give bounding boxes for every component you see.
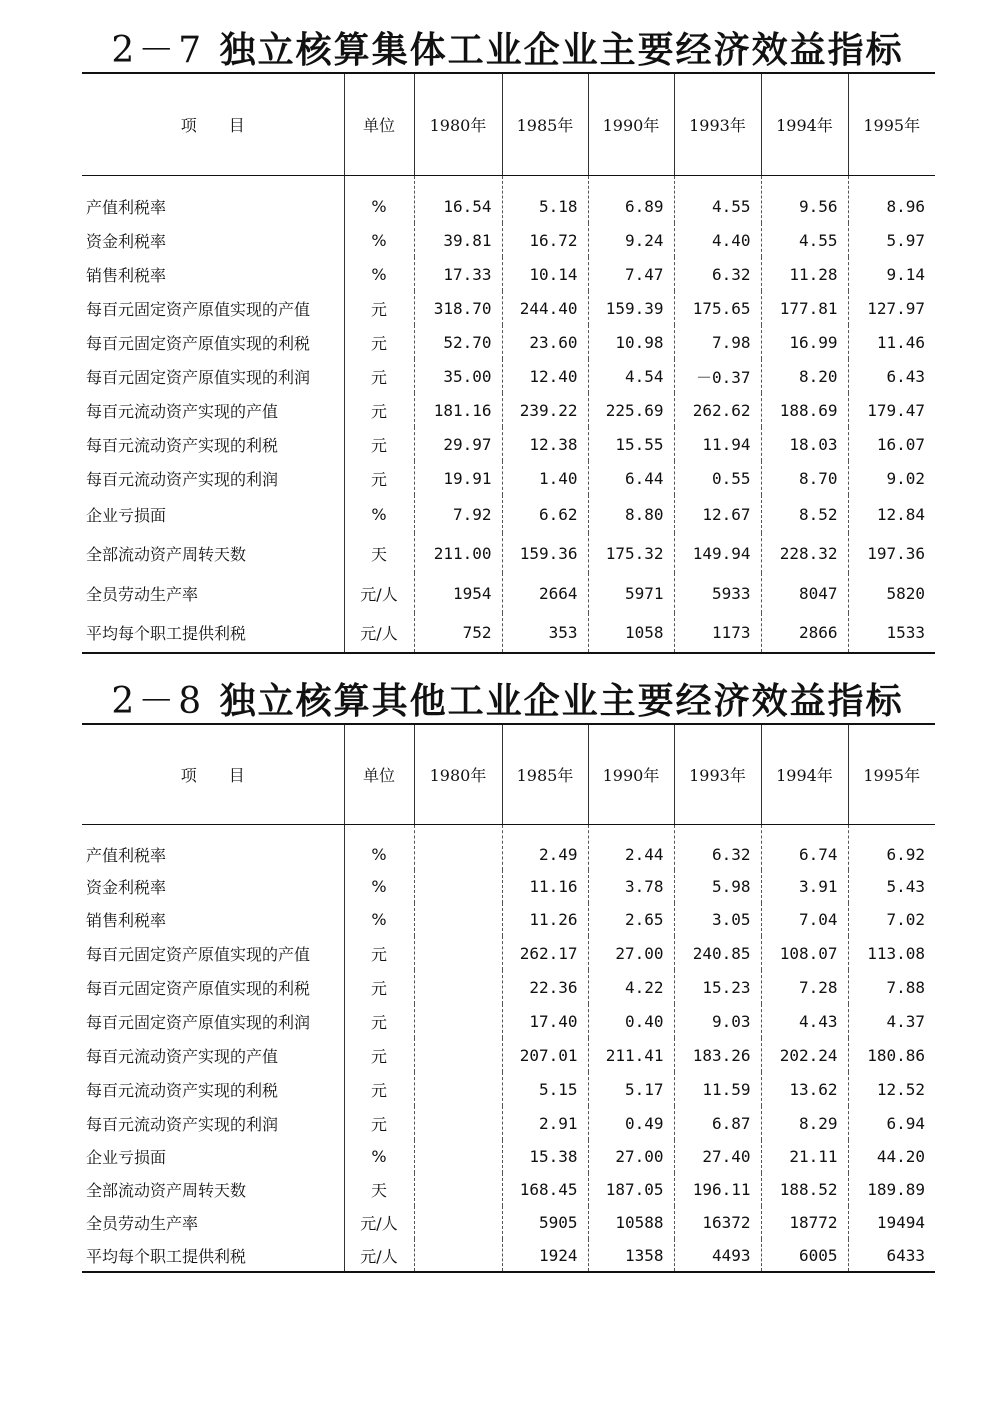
- header-item: 项 目: [82, 73, 344, 175]
- value-cell: 15.55: [588, 427, 674, 461]
- header-row: [82, 73, 935, 175]
- value-cell: 10588: [588, 1206, 674, 1239]
- value-cell: 0.55: [674, 461, 761, 495]
- value-cell: 8.80: [588, 495, 674, 533]
- value-cell: 197.36: [848, 533, 935, 573]
- row-item-label: 销售利税率: [86, 911, 167, 930]
- header-year: 1995年: [848, 724, 935, 824]
- value-cell: 189.89: [848, 1173, 935, 1206]
- value-cell: 1924: [502, 1239, 588, 1272]
- table-row: [82, 359, 935, 393]
- table-row: [82, 495, 935, 533]
- value-cell: 16372: [674, 1206, 761, 1239]
- header-row: [82, 724, 935, 824]
- value-cell: 23.60: [502, 325, 588, 359]
- value-cell: 11.26: [502, 903, 588, 936]
- value-cell: 353: [502, 613, 588, 653]
- value-cell: 10.98: [588, 325, 674, 359]
- table-row: [82, 573, 935, 613]
- value-cell: 3.91: [761, 870, 848, 903]
- value-cell: 12.52: [848, 1072, 935, 1106]
- row-unit: %: [344, 495, 414, 533]
- value-cell: [414, 1106, 502, 1140]
- row-unit: 元: [344, 1072, 414, 1106]
- value-cell: 2.49: [502, 824, 588, 870]
- value-cell: 4.54: [588, 359, 674, 393]
- value-cell: 168.45: [502, 1173, 588, 1206]
- value-cell: 0.49: [588, 1106, 674, 1140]
- value-cell: 35.00: [414, 359, 502, 393]
- value-cell: 19.91: [414, 461, 502, 495]
- value-cell: 262.62: [674, 393, 761, 427]
- row-unit: %: [344, 257, 414, 291]
- value-cell: 8.96: [848, 175, 935, 223]
- value-cell: 5971: [588, 573, 674, 613]
- value-cell: 6.89: [588, 175, 674, 223]
- row-unit: 元: [344, 359, 414, 393]
- row-unit: 元: [344, 1106, 414, 1140]
- row-item-label: 每百元固定资产原值实现的利润: [86, 1012, 311, 1032]
- value-cell: 183.26: [674, 1038, 761, 1072]
- value-cell: 177.81: [761, 291, 848, 325]
- value-cell: 6.32: [674, 257, 761, 291]
- header-year: 1990年: [588, 73, 674, 175]
- row-unit: %: [344, 223, 414, 257]
- table-row: [82, 1038, 935, 1072]
- header-item: 项 目: [82, 724, 344, 824]
- value-cell: 1058: [588, 613, 674, 653]
- value-cell: 187.05: [588, 1173, 674, 1206]
- row-unit: 元/人: [344, 1206, 414, 1239]
- value-cell: 175.32: [588, 533, 674, 573]
- table-row: [82, 1206, 935, 1239]
- table-row: [82, 393, 935, 427]
- value-cell: 211.41: [588, 1038, 674, 1072]
- value-cell: 12.67: [674, 495, 761, 533]
- value-cell: 318.70: [414, 291, 502, 325]
- row-unit: 元: [344, 1038, 414, 1072]
- table-row: [82, 903, 935, 936]
- value-cell: 2.65: [588, 903, 674, 936]
- value-cell: 6.87: [674, 1106, 761, 1140]
- value-cell: 1533: [848, 613, 935, 653]
- value-cell: 5.15: [502, 1072, 588, 1106]
- value-cell: 15.38: [502, 1140, 588, 1173]
- header-year: 1980年: [414, 73, 502, 175]
- value-cell: 179.47: [848, 393, 935, 427]
- table-row: [82, 1072, 935, 1106]
- header-year: 1994年: [761, 724, 848, 824]
- table-row: [82, 870, 935, 903]
- row-item-label: 平均每个职工提供利税: [82, 613, 344, 653]
- row-item-label: 资金利税率: [86, 231, 167, 251]
- header-year: 1980年: [414, 724, 502, 824]
- value-cell: 108.07: [761, 936, 848, 970]
- row-item-label: 资金利税率: [86, 878, 167, 897]
- row-unit: 天: [344, 1173, 414, 1206]
- row-unit: %: [344, 870, 414, 903]
- value-cell: 4.40: [674, 223, 761, 257]
- value-cell: 7.47: [588, 257, 674, 291]
- value-cell: [414, 1038, 502, 1072]
- table-row: [82, 936, 935, 970]
- value-cell: [414, 970, 502, 1004]
- header-year: 1993年: [674, 724, 761, 824]
- table2-title-number: 2－8: [111, 681, 206, 722]
- value-cell: 244.40: [502, 291, 588, 325]
- value-cell: [414, 824, 502, 870]
- row-item-label: 每百元流动资产实现的产值: [86, 401, 279, 421]
- value-cell: 9.56: [761, 175, 848, 223]
- value-cell: 6005: [761, 1239, 848, 1272]
- row-item-label: 每百元流动资产实现的利润: [86, 1114, 279, 1134]
- value-cell: 11.28: [761, 257, 848, 291]
- value-cell: 7.92: [414, 495, 502, 533]
- value-cell: 11.46: [848, 325, 935, 359]
- value-cell: 9.03: [674, 1004, 761, 1038]
- row-item-label: 每百元固定资产原值实现的利税: [86, 978, 311, 998]
- value-cell: 3.78: [588, 870, 674, 903]
- header-year: 1993年: [674, 73, 761, 175]
- table-row: [82, 1106, 935, 1140]
- value-cell: 159.36: [502, 533, 588, 573]
- value-cell: 18772: [761, 1206, 848, 1239]
- row-item-label: 每百元固定资产原值实现的利税: [86, 333, 311, 353]
- row-unit: 元: [344, 936, 414, 970]
- row-item-label: 每百元固定资产原值实现的利润: [86, 367, 311, 387]
- row-item-label: 全员劳动生产率: [86, 1214, 199, 1233]
- value-cell: 5.18: [502, 175, 588, 223]
- value-cell: 16.54: [414, 175, 502, 223]
- row-unit: %: [344, 824, 414, 870]
- value-cell: [414, 1206, 502, 1239]
- header-unit: 单位: [344, 73, 414, 175]
- row-unit: 元: [344, 291, 414, 325]
- value-cell: [414, 1173, 502, 1206]
- row-unit: 元/人: [344, 573, 414, 613]
- value-cell: 16.72: [502, 223, 588, 257]
- row-unit: 元: [344, 461, 414, 495]
- value-cell: 11.59: [674, 1072, 761, 1106]
- row-unit: 元: [344, 970, 414, 1004]
- value-cell: 13.62: [761, 1072, 848, 1106]
- value-cell: 6.94: [848, 1106, 935, 1140]
- value-cell: 22.36: [502, 970, 588, 1004]
- table-row: [82, 461, 935, 495]
- table-row: [82, 1173, 935, 1206]
- value-cell: 39.81: [414, 223, 502, 257]
- value-cell: 11.94: [674, 427, 761, 461]
- value-cell: 4.22: [588, 970, 674, 1004]
- table-row: [82, 427, 935, 461]
- value-cell: [414, 1140, 502, 1173]
- value-cell: 6.92: [848, 824, 935, 870]
- table2-title: [80, 673, 935, 724]
- table-row: [82, 1004, 935, 1038]
- value-cell: 17.40: [502, 1004, 588, 1038]
- row-item-label: 平均每个职工提供利税: [82, 1239, 344, 1272]
- value-cell: 1173: [674, 613, 761, 653]
- table-row: [82, 175, 935, 223]
- value-cell: 8.70: [761, 461, 848, 495]
- value-cell: [414, 1239, 502, 1272]
- value-cell: 228.32: [761, 533, 848, 573]
- row-unit: 元: [344, 325, 414, 359]
- value-cell: 4.55: [674, 175, 761, 223]
- value-cell: 52.70: [414, 325, 502, 359]
- table-row: [82, 970, 935, 1004]
- value-cell: 2664: [502, 573, 588, 613]
- table-row: [82, 1140, 935, 1173]
- value-cell: 5905: [502, 1206, 588, 1239]
- row-unit: 元: [344, 393, 414, 427]
- value-cell: 8047: [761, 573, 848, 613]
- header-year: 1994年: [761, 73, 848, 175]
- value-cell: 4.55: [761, 223, 848, 257]
- value-cell: 6433: [848, 1239, 935, 1272]
- row-item-label: 产值利税率: [86, 197, 167, 217]
- row-unit: 元: [344, 1004, 414, 1038]
- value-cell: 10.14: [502, 257, 588, 291]
- value-cell: 7.98: [674, 325, 761, 359]
- value-cell: 6.43: [848, 359, 935, 393]
- value-cell: 8.52: [761, 495, 848, 533]
- row-unit: 元: [344, 427, 414, 461]
- value-cell: 188.52: [761, 1173, 848, 1206]
- value-cell: －0.37: [674, 359, 761, 393]
- value-cell: 1358: [588, 1239, 674, 1272]
- value-cell: 202.24: [761, 1038, 848, 1072]
- row-item-label: 全员劳动生产率: [86, 584, 199, 604]
- table2: [82, 723, 935, 1273]
- value-cell: 29.97: [414, 427, 502, 461]
- value-cell: 5.98: [674, 870, 761, 903]
- table-row: [82, 824, 935, 870]
- table1-title: [80, 22, 935, 73]
- header-year: 1985年: [502, 724, 588, 824]
- value-cell: 180.86: [848, 1038, 935, 1072]
- value-cell: 207.01: [502, 1038, 588, 1072]
- table-row: [82, 533, 935, 573]
- value-cell: 8.29: [761, 1106, 848, 1140]
- header-unit: 单位: [344, 724, 414, 824]
- row-item-label: 企业亏损面: [86, 1148, 167, 1167]
- table-row: [82, 325, 935, 359]
- value-cell: 5.17: [588, 1072, 674, 1106]
- value-cell: 0.40: [588, 1004, 674, 1038]
- header-year: 1990年: [588, 724, 674, 824]
- value-cell: 4.43: [761, 1004, 848, 1038]
- value-cell: 7.88: [848, 970, 935, 1004]
- value-cell: [414, 903, 502, 936]
- value-cell: 9.14: [848, 257, 935, 291]
- value-cell: 5.97: [848, 223, 935, 257]
- row-item-label: 销售利税率: [86, 265, 167, 285]
- row-item-label: 全部流动资产周转天数: [86, 544, 247, 564]
- row-unit: %: [344, 1140, 414, 1173]
- value-cell: 21.11: [761, 1140, 848, 1173]
- header-year: 1985年: [502, 73, 588, 175]
- value-cell: [414, 936, 502, 970]
- value-cell: 225.69: [588, 393, 674, 427]
- value-cell: 1.40: [502, 461, 588, 495]
- table-row: [82, 1239, 935, 1272]
- value-cell: 5820: [848, 573, 935, 613]
- value-cell: 15.23: [674, 970, 761, 1004]
- header-year: 1995年: [848, 73, 935, 175]
- value-cell: 175.65: [674, 291, 761, 325]
- value-cell: 6.44: [588, 461, 674, 495]
- value-cell: 9.02: [848, 461, 935, 495]
- value-cell: 211.00: [414, 533, 502, 573]
- value-cell: 149.94: [674, 533, 761, 573]
- value-cell: 9.24: [588, 223, 674, 257]
- value-cell: 7.02: [848, 903, 935, 936]
- value-cell: 239.22: [502, 393, 588, 427]
- value-cell: 2.91: [502, 1106, 588, 1140]
- value-cell: 5.43: [848, 870, 935, 903]
- value-cell: 27.00: [588, 936, 674, 970]
- value-cell: 17.33: [414, 257, 502, 291]
- value-cell: 12.40: [502, 359, 588, 393]
- row-item-label: 全部流动资产周转天数: [86, 1181, 247, 1200]
- value-cell: 11.16: [502, 870, 588, 903]
- value-cell: 27.00: [588, 1140, 674, 1173]
- value-cell: 3.05: [674, 903, 761, 936]
- value-cell: 6.32: [674, 824, 761, 870]
- row-item-label: 每百元流动资产实现的利税: [86, 1080, 279, 1100]
- value-cell: 181.16: [414, 393, 502, 427]
- value-cell: 27.40: [674, 1140, 761, 1173]
- value-cell: 16.07: [848, 427, 935, 461]
- value-cell: 240.85: [674, 936, 761, 970]
- value-cell: 16.99: [761, 325, 848, 359]
- row-item-label: 每百元流动资产实现的利润: [86, 469, 279, 489]
- row-item-label: 每百元流动资产实现的利税: [86, 435, 279, 455]
- value-cell: 127.97: [848, 291, 935, 325]
- value-cell: 262.17: [502, 936, 588, 970]
- value-cell: 19494: [848, 1206, 935, 1239]
- value-cell: [414, 1072, 502, 1106]
- table2-title-text: 独立核算其他工业企业主要经济效益指标: [219, 680, 904, 722]
- value-cell: 6.62: [502, 495, 588, 533]
- row-unit: 元/人: [344, 613, 414, 653]
- value-cell: 12.38: [502, 427, 588, 461]
- value-cell: 18.03: [761, 427, 848, 461]
- row-unit: 天: [344, 533, 414, 573]
- row-item-label: 每百元固定资产原值实现的产值: [86, 944, 311, 964]
- row-item-label: 每百元固定资产原值实现的产值: [86, 299, 311, 319]
- row-unit: %: [344, 903, 414, 936]
- row-item-label: 每百元流动资产实现的产值: [86, 1046, 279, 1066]
- value-cell: 8.20: [761, 359, 848, 393]
- row-unit: 元/人: [344, 1239, 414, 1272]
- table-row: [82, 613, 935, 653]
- value-cell: 159.39: [588, 291, 674, 325]
- value-cell: 12.84: [848, 495, 935, 533]
- value-cell: 44.20: [848, 1140, 935, 1173]
- value-cell: 4.37: [848, 1004, 935, 1038]
- table1-title-number: 2－7: [111, 30, 206, 71]
- value-cell: 7.28: [761, 970, 848, 1004]
- table1: [82, 72, 935, 654]
- table-row: [82, 291, 935, 325]
- value-cell: 2866: [761, 613, 848, 653]
- table1-title-text: 独立核算集体工业企业主要经济效益指标: [219, 29, 904, 71]
- row-item-label: 产值利税率: [86, 845, 167, 865]
- value-cell: 1954: [414, 573, 502, 613]
- row-item-label: 企业亏损面: [86, 505, 167, 525]
- value-cell: 2.44: [588, 824, 674, 870]
- value-cell: 7.04: [761, 903, 848, 936]
- row-unit: %: [344, 175, 414, 223]
- value-cell: 4493: [674, 1239, 761, 1272]
- table-row: [82, 257, 935, 291]
- value-cell: 113.08: [848, 936, 935, 970]
- value-cell: 188.69: [761, 393, 848, 427]
- value-cell: 5933: [674, 573, 761, 613]
- value-cell: 752: [414, 613, 502, 653]
- table-row: [82, 223, 935, 257]
- value-cell: 196.11: [674, 1173, 761, 1206]
- value-cell: 6.74: [761, 824, 848, 870]
- value-cell: [414, 870, 502, 903]
- value-cell: [414, 1004, 502, 1038]
